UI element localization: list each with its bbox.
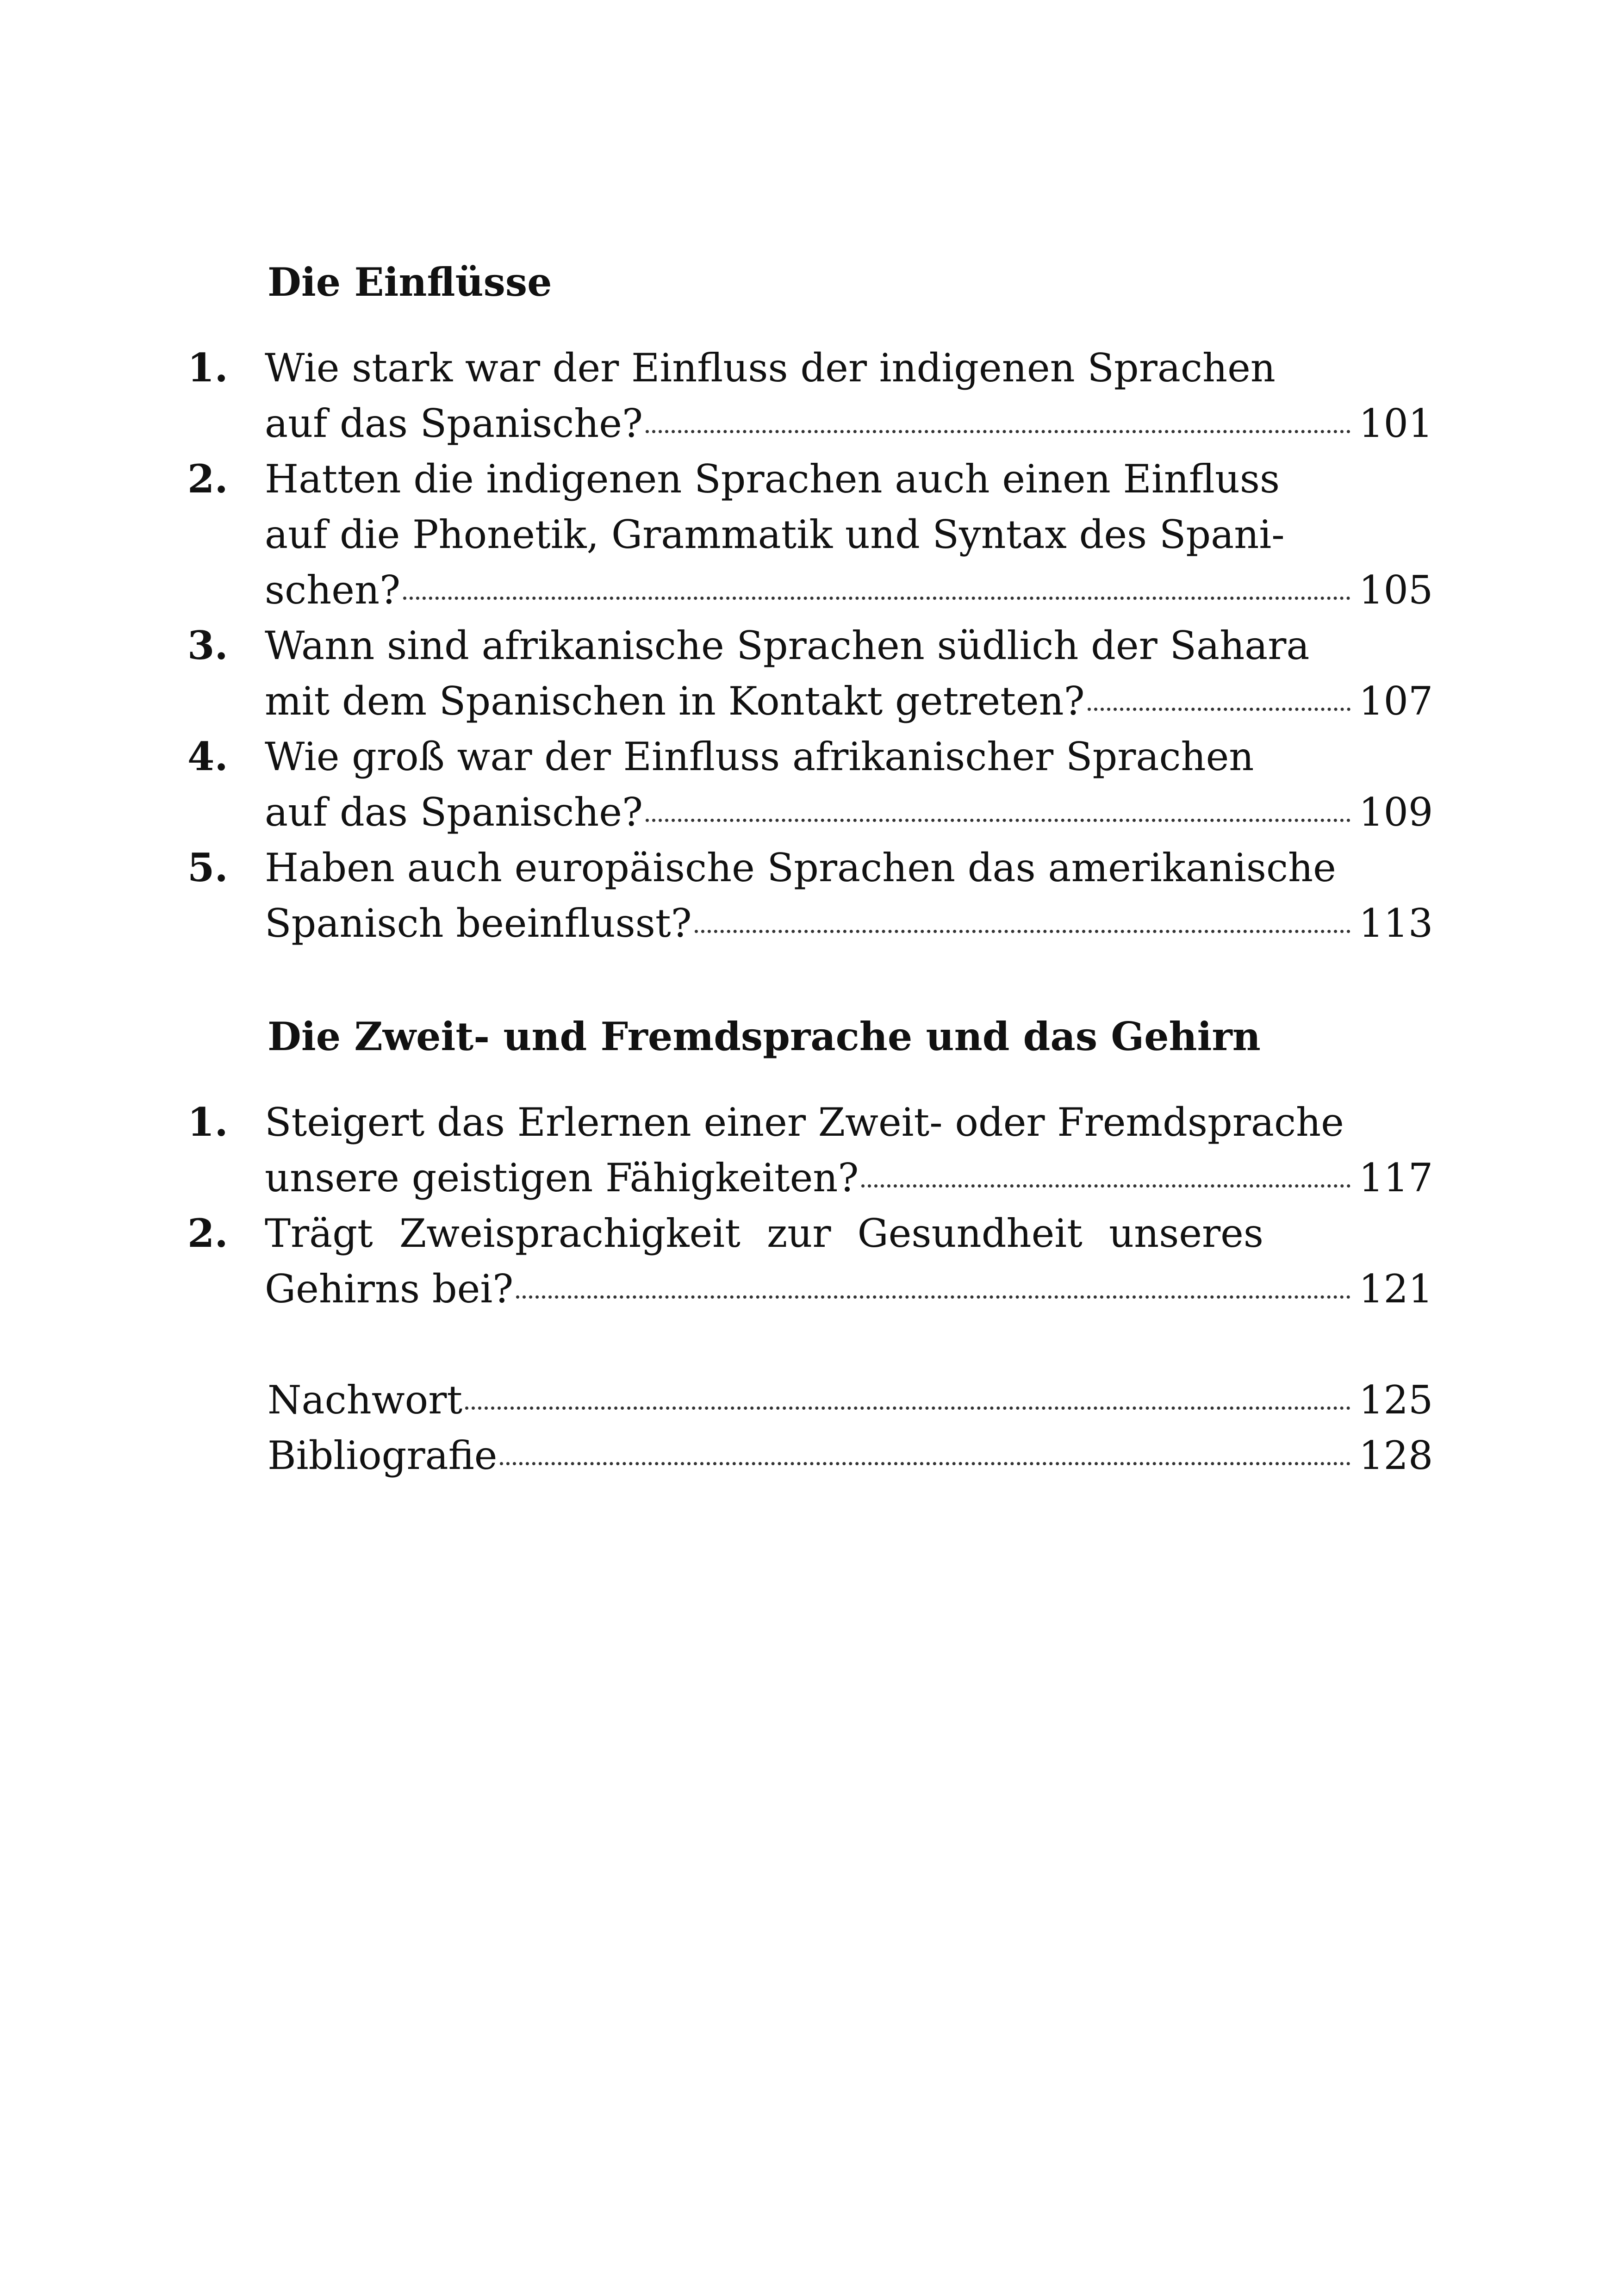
- dot-leader: [500, 1462, 1350, 1465]
- backmatter-label: Nachwort: [268, 1377, 463, 1423]
- dot-leader: [516, 1295, 1350, 1299]
- entry-number: 2.: [187, 1210, 228, 1256]
- dot-leader: [646, 819, 1350, 822]
- entry-number: 2.: [187, 456, 228, 502]
- entry-title-line: auf das Spanische?: [265, 401, 643, 446]
- entry-title-line: Wie groß war der Einfluss afrikanischer Sprachen: [265, 734, 1254, 779]
- entry-number: 5.: [187, 845, 228, 890]
- toc-entry-leader[interactable]: [265, 784, 1433, 840]
- entry-number: 1.: [187, 1099, 228, 1145]
- page-number: 101: [1359, 401, 1433, 446]
- page-number: 128: [1359, 1433, 1433, 1478]
- entry-title-line: Trägt Zweisprachigkeit zur Gesundheit unseres: [265, 1211, 1263, 1256]
- entry-title-line: Haben auch europäische Sprachen das amerikanische: [265, 845, 1336, 890]
- page-number: 117: [1359, 1155, 1433, 1201]
- toc-entry-leader[interactable]: [265, 673, 1433, 729]
- entry-title-line: unsere geistigen Fähigkeiten?: [265, 1155, 859, 1201]
- toc-entry-leader[interactable]: [265, 562, 1433, 618]
- entry-title-line: auf das Spanische?: [265, 790, 643, 835]
- entry-title-line: Steigert das Erlernen einer Zweit- oder Fremdsprache: [265, 1100, 1344, 1145]
- entry-title-line: mit dem Spanischen in Kontakt getreten?: [265, 678, 1085, 724]
- page-number: 109: [1359, 790, 1433, 835]
- entry-title-line: Wann sind afrikanische Sprachen südlich der Sahara: [265, 623, 1310, 668]
- toc-entry-leader[interactable]: [268, 1372, 1433, 1428]
- dot-leader: [465, 1406, 1350, 1410]
- page-number: 121: [1359, 1266, 1433, 1312]
- entry-title-line: Gehirns bei?: [265, 1266, 514, 1312]
- toc-entry-leader[interactable]: [268, 1428, 1433, 1483]
- entry-title-line: Wie stark war der Einfluss der indigenen Sprachen: [265, 345, 1276, 391]
- entry-title-line: schen?: [265, 567, 401, 613]
- entry-number: 3.: [187, 622, 228, 668]
- toc-entry-leader[interactable]: [265, 396, 1433, 451]
- entry-title-line: auf die Phonetik, Grammatik und Syntax des Spani-: [265, 512, 1285, 557]
- section-title: Die Zweit- und Fremdsprache und das Gehirn: [268, 1014, 1261, 1059]
- dot-leader: [403, 597, 1350, 600]
- entry-title-line: Spanisch beeinflusst?: [265, 901, 692, 946]
- toc-entry-leader[interactable]: [265, 896, 1433, 951]
- dot-leader: [646, 430, 1350, 433]
- dot-leader: [695, 930, 1350, 933]
- page-number: 107: [1359, 678, 1433, 724]
- backmatter-label: Bibliografie: [268, 1433, 498, 1478]
- page-number: 105: [1359, 567, 1433, 613]
- dot-leader: [861, 1184, 1350, 1188]
- entry-number: 4.: [187, 734, 228, 779]
- toc-entry-leader[interactable]: [265, 1261, 1433, 1317]
- entry-number: 1.: [187, 345, 228, 391]
- section-title: Die Einflüsse: [268, 259, 552, 305]
- page-number: 125: [1359, 1377, 1433, 1423]
- toc-entry-leader[interactable]: [265, 1150, 1433, 1206]
- entry-title-line: Hatten die indigenen Sprachen auch einen Einfluss: [265, 456, 1280, 502]
- page-number: 113: [1359, 901, 1433, 946]
- dot-leader: [1088, 708, 1350, 711]
